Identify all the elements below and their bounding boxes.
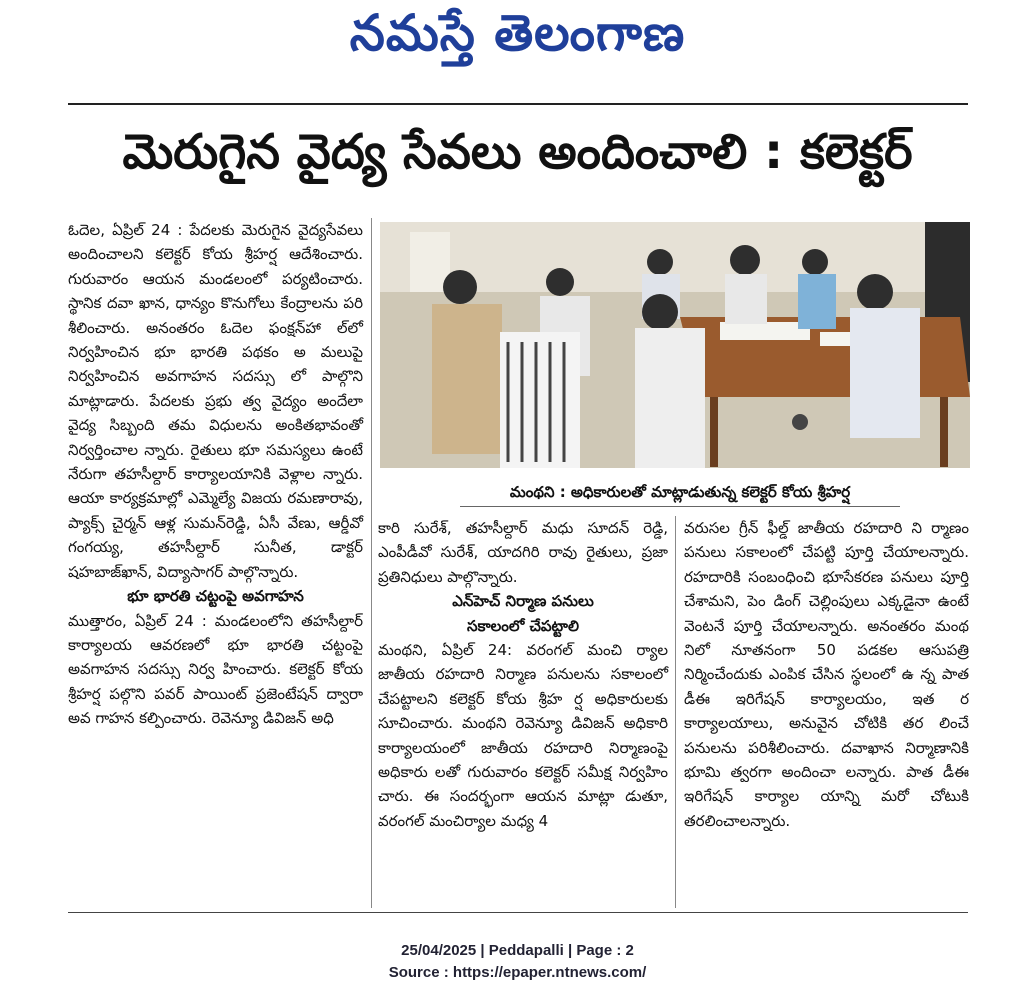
column-1 — [68, 218, 363, 731]
col2-subhead-1: ఎన్‌హెచ్ నిర్మాణ పనులు — [452, 592, 594, 611]
footer-source-line: Source : https://epaper.ntnews.com/ — [388, 964, 647, 981]
photo-caption: మంథని : అధికారులతో మాట్లాడుతున్న కలెక్టర్ కోయ శ్రీహర్ష — [509, 483, 851, 501]
masthead — [0, 0, 1035, 80]
column-divider-2 — [675, 516, 676, 908]
top-rule — [68, 103, 968, 105]
column-3 — [684, 516, 969, 833]
column-divider-1 — [371, 218, 372, 908]
caption-rule — [460, 506, 900, 507]
column-2 — [378, 516, 668, 833]
col2-text-a: కారి సురేశ్, తహసీల్దార్ మధు సూదన్ రెడ్డి, ఎంపీడీవో సురేశ్, యాదగిరి రావు రైతులు, ప్రజా ప్రతినిధులు పాల్గొన్నారు. — [378, 519, 668, 586]
newspaper-logo: నమస్తే తెలంగాణ — [349, 4, 686, 62]
col1-text: ఓదెల, ఏప్రిల్ 24 : పేదలకు మెరుగైన వైద్యసేవలు అందించాలని కలెక్టర్ కోయ శ్రీహర్ష ఆదేశించారు. గురువారం ఆయన మండలంలో పర్యటించారు. స్థానిక దవా ఖాన, ధాన్యం కొనుగోలు కేంద్రాలను పరి శీలించారు. అనంతరం ఓదెల ఫంక్షన్‌హా ల్‌లో నిర్వహించిన భూ భారతి పథకం అ మలుపై నిర్వహించిన అవగాహన సదస్సు లో పాల్గొని మాట్లాడారు. పేదలకు ప్రభు త్వ వైద్యం అందేలా వైద్య సిబ్బంది తమ విధులను అంకితభావంతో నిర్వర్తించాల న్నారు. రైతులు భూ సమస్యలు ఉంటే నేరుగా తహసీల్దార్ కార్యాలయానికి వెళ్లాల న్నారు. ఆయా కార్యక్రమాల్లో ఎమ్మెల్యే విజయ రమణారావు, ప్యాక్స్ చైర్మన్ ఆళ్ల సుమన్‌రెడ్డి, ఏసీ వేణు, ఆర్డీవో గంగయ్య, తహసీల్దార్ సునీత, డాక్టర్ షహబాజ్‌ఖాన్, విద్యాసాగర్ పాల్గొన్నారు. — [68, 221, 363, 581]
bottom-rule — [68, 912, 968, 913]
footer-date-line: 25/04/2025 | Peddapalli | Page : 2 — [401, 942, 634, 959]
col3-text: వరుసల గ్రీన్ ఫీల్డ్ జాతీయ రహదారి ని ర్మాణం పనులు సకాలంలో చేపట్టి పూర్తి చేయాలన్నారు. రహదారికి సంబంధించి భూసేకరణ పనులు పూర్తి చేశామని, పెం డింగ్ చెల్లింపులు ఎక్కడైనా ఉంటే వెంటనే పూర్తి చేయాలన్నారు. అనంతరం మంథ నిలో నూతనంగా 50 పడకల ఆసుపత్రి నిర్మించేందుకు ఎంపిక చేసిన స్థలంలో ఉ న్న పాత డీఈ ఇరిగేషన్ కార్యాలయం, ఇత ర కార్యాలయాలు, అనువైన చోటికి తర లించే పనులను పరిశీలించారు. దవాఖాన నిర్మాణానికి భూమి త్వరగా అందించా లన్నారు. పాత డీఈ ఇరిగేషన్ కార్యాల యాన్ని మరో చోటుకి తరలించాలన్నారు. — [684, 519, 969, 830]
headline: మెరుగైన వైద్య సేవలు అందించాలి : కలెక్టర్ — [122, 124, 913, 180]
col1-subhead: భూ భారతి చట్టంపై అవగాహన — [127, 587, 304, 606]
col2-text-b: మంథని, ఏప్రిల్ 24: వరంగల్ మంచి ర్యాల జాతీయ రహదారి నిర్మాణ పనులను సకాలంలో చేపట్టాలని కలెక్టర్ కోయ శ్రీహ ర్ష అధికారులకు సూచించారు. మంథని రెవెన్యూ డివిజన్ అధికారి కార్యాలయంలో జాతీయ రహదారి నిర్మాణంపై అధికారు లతో గురువారం కలెక్టర్ సమీక్ష నిర్వహిం చారు. ఈ సందర్భంగా ఆయన మాట్లా డుతూ, వరంగల్ మంచిర్యాల మధ్య 4 — [378, 641, 668, 830]
col2-subhead-2: సకాలంలో చేపట్టాలి — [467, 616, 579, 635]
col1-text-b: ముత్తారం, ఏప్రిల్ 24 : మండలంలోని తహసీల్దార్ కార్యాలయ ఆవరణలో భూ భారతి చట్టంపై అవగాహన సదస్సు నిర్వ హించారు. కలెక్టర్ కోయ శ్రీహర్ష పల్గొని పవర్ పాయింట్ ప్రజెంటేషన్ ద్వారా అవ గాహన కల్పించారు. రెవెన్యూ డివిజన్ అధి — [68, 611, 363, 728]
meeting-photo-illustration — [380, 222, 970, 468]
news-photo — [380, 222, 970, 468]
